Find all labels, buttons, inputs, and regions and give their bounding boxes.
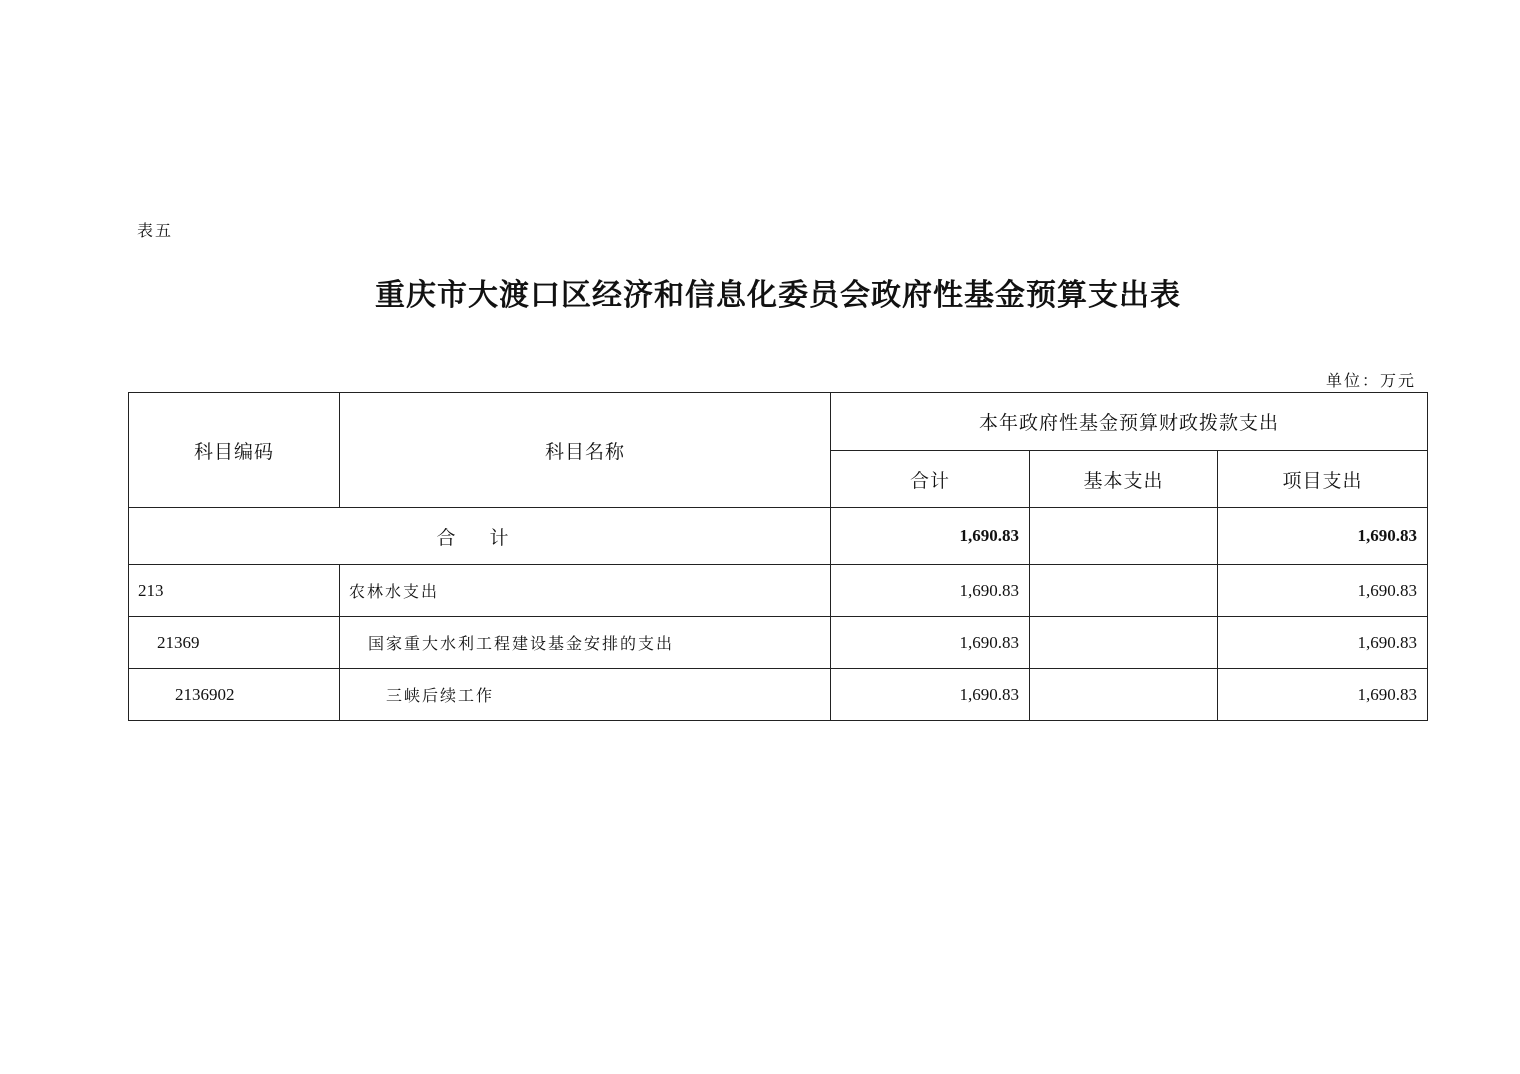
total-row-project: 1,690.83 (1218, 508, 1428, 565)
table-row (129, 669, 1428, 721)
total-label: 合 计 (129, 508, 831, 565)
row-code: 21369 (129, 617, 340, 669)
row-name: 农林水支出 (340, 565, 831, 617)
table-row (129, 565, 1428, 617)
row-project: 1,690.83 (1218, 669, 1428, 721)
document-title: 重庆市大渡口区经济和信息化委员会政府性基金预算支出表 (375, 278, 1181, 313)
total-row (129, 508, 1428, 565)
header-total: 合计 (831, 451, 1030, 508)
row-basic (1030, 565, 1218, 617)
row-total: 1,690.83 (831, 565, 1030, 617)
table-number-label: 表五 (137, 221, 174, 240)
header-code: 科目编码 (129, 393, 340, 508)
row-total: 1,690.83 (831, 669, 1030, 721)
row-name: 三峡后续工作 (340, 669, 831, 721)
row-code: 213 (129, 565, 340, 617)
row-basic (1030, 617, 1218, 669)
table-row (129, 617, 1428, 669)
row-project: 1,690.83 (1218, 565, 1428, 617)
header-basic: 基本支出 (1030, 451, 1218, 508)
total-row-basic (1030, 508, 1218, 565)
row-project: 1,690.83 (1218, 617, 1428, 669)
header-row-1 (129, 393, 1428, 451)
unit-label: 单位：万元 (1325, 371, 1416, 390)
total-row-total: 1,690.83 (831, 508, 1030, 565)
header-name: 科目名称 (340, 393, 831, 508)
row-name: 国家重大水利工程建设基金安排的支出 (340, 617, 831, 669)
row-basic (1030, 669, 1218, 721)
header-group: 本年政府性基金预算财政拨款支出 (831, 393, 1428, 451)
row-total: 1,690.83 (831, 617, 1030, 669)
budget-table (128, 392, 1428, 721)
header-project: 项目支出 (1218, 451, 1428, 508)
row-code: 2136902 (129, 669, 340, 721)
